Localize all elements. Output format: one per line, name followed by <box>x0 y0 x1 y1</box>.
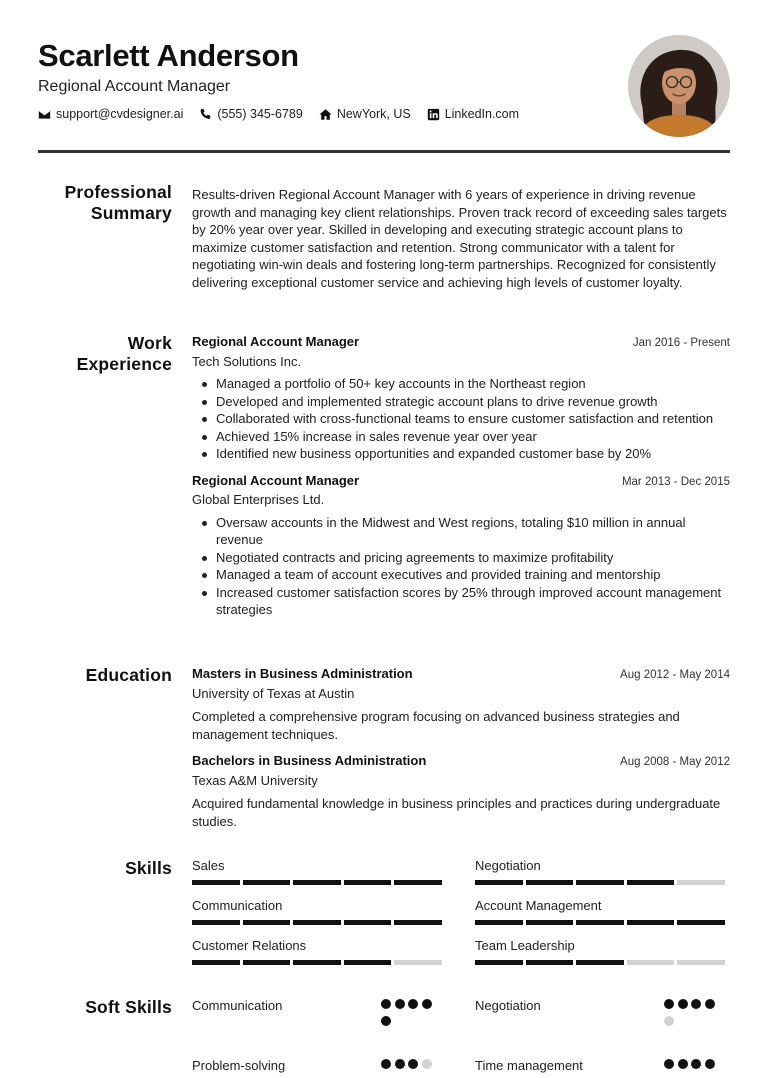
contact-email-text: support@cvdesigner.ai <box>56 107 184 121</box>
summary-heading-line1: Professional <box>64 182 172 202</box>
degree-date: Aug 2012 - May 2014 <box>620 669 730 681</box>
skill-segment-filled <box>526 920 574 925</box>
contact-linkedin-text: LinkedIn.com <box>444 107 520 121</box>
skill-name: Team Leadership <box>475 938 575 953</box>
skill-segment-filled <box>344 880 392 885</box>
level-dot-filled <box>691 999 701 1009</box>
skill-segment-empty <box>627 960 675 965</box>
skill-segment-filled <box>293 920 341 925</box>
degree-description: Completed a comprehensive program focusing on advanced business strategies and management techniques. <box>192 709 680 742</box>
summary-text: Results-driven Regional Account Manager with 6 years of experience in driving revenue growth and managing key client relationships. Proven track record of exceeding sales targets by 20% year over year. Skilled in developing and executing strategic account plans to maximize customer satisfaction and retention. Strong communicator with a talent for negotiating win-win deals and fostering long-term partnerships. Recognized for consistently delivering exceptional customer service and achieving high levels of customer loyalty. <box>192 187 727 290</box>
job-bullets <box>202 375 730 463</box>
education-heading: Education <box>85 665 172 685</box>
skill-segment-filled <box>293 960 341 965</box>
summary-heading <box>38 182 172 224</box>
school-name: Texas A&M University <box>192 772 318 788</box>
degree-date: Aug 2008 - May 2012 <box>620 756 730 768</box>
job-date: Jan 2016 - Present <box>632 337 730 349</box>
skill-segment-empty <box>394 960 442 965</box>
job-bullet: Negotiated contracts and pricing agreements to maximize profitability <box>202 549 730 567</box>
experience-heading-line2: Experience <box>76 354 172 374</box>
level-dot-filled <box>395 1059 405 1069</box>
level-dot-empty <box>664 1016 674 1026</box>
phone-icon <box>199 108 212 121</box>
linkedin-icon <box>427 108 440 121</box>
education-list <box>192 665 730 830</box>
skill-segment-filled <box>526 880 574 885</box>
skill-level-bar <box>475 880 728 885</box>
skill-name: Customer Relations <box>192 938 307 953</box>
job-bullet: Developed and implemented strategic account plans to drive revenue growth <box>202 393 730 411</box>
education-entry <box>192 665 730 743</box>
home-icon <box>319 108 332 121</box>
skills-grid <box>192 858 730 968</box>
level-dot-filled <box>691 1059 701 1069</box>
candidate-title: Regional Account Manager <box>38 78 231 95</box>
job-company: Global Enterprises Ltd. <box>192 492 325 507</box>
skill-item <box>192 858 445 885</box>
level-dot-filled <box>381 999 391 1009</box>
level-dot-filled <box>395 999 405 1009</box>
job-bullets <box>202 514 730 619</box>
skill-item <box>192 938 445 965</box>
education-entry <box>192 752 730 830</box>
skill-segment-filled <box>344 920 392 925</box>
skill-item <box>475 858 728 885</box>
skill-segment-filled <box>192 920 240 925</box>
skill-item <box>192 898 445 925</box>
school-name: University of Texas at Austin <box>192 685 355 701</box>
skill-name: Negotiation <box>475 858 541 873</box>
job-bullet: Achieved 15% increase in sales revenue year over year <box>202 428 730 446</box>
skill-name: Sales <box>192 858 225 873</box>
soft-skill-name: Problem-solving <box>192 1058 286 1073</box>
skill-segment-filled <box>243 960 291 965</box>
soft-skill-level-dots <box>664 999 720 1033</box>
envelope-icon <box>38 108 51 121</box>
degree-title: Bachelors in Business Administration <box>192 753 427 768</box>
summary-heading-line2: Summary <box>90 203 172 223</box>
level-dot-filled <box>408 1059 418 1069</box>
level-dot-filled <box>705 999 715 1009</box>
skill-level-bar <box>475 960 728 965</box>
skill-segment-filled <box>394 920 442 925</box>
job-bullet: Identified new business opportunities and expanded customer base by 20% <box>202 445 730 463</box>
skill-item <box>475 938 728 965</box>
contact-location-text: NewYork, US <box>336 107 411 121</box>
skill-segment-filled <box>475 920 523 925</box>
job-entry <box>192 333 730 463</box>
skill-segment-filled <box>526 960 574 965</box>
skill-segment-filled <box>293 880 341 885</box>
soft-skill-level-dots <box>381 999 437 1033</box>
soft-skill-item <box>475 997 541 1015</box>
level-dot-filled <box>705 1059 715 1069</box>
job-entry <box>192 472 730 619</box>
skill-name: Account Management <box>475 898 602 913</box>
candidate-name: Scarlett Anderson <box>38 38 299 73</box>
job-bullet: Collaborated with cross-functional teams to ensure customer satisfaction and retention <box>202 410 730 428</box>
skills-heading: Skills <box>125 858 172 878</box>
level-dot-filled <box>678 999 688 1009</box>
skill-segment-filled <box>243 920 291 925</box>
skill-level-bar <box>192 920 445 925</box>
skill-segment-filled <box>243 880 291 885</box>
contact-linkedin[interactable] <box>427 107 519 121</box>
contact-location <box>319 107 411 121</box>
skill-segment-filled <box>344 960 392 965</box>
degree-description: Acquired fundamental knowledge in business principles and practices during undergraduate studies. <box>192 796 721 829</box>
level-dot-filled <box>664 999 674 1009</box>
level-dot-filled <box>664 1059 674 1069</box>
job-bullet: Managed a portfolio of 50+ key accounts in the Northeast region <box>202 375 730 393</box>
skill-segment-empty <box>677 960 725 965</box>
soft-skill-level-dots <box>381 1059 437 1076</box>
level-dot-filled <box>422 999 432 1009</box>
skill-segment-empty <box>677 880 725 885</box>
degree-title: Masters in Business Administration <box>192 666 413 681</box>
soft-skills-grid <box>192 997 730 1077</box>
contact-phone[interactable] <box>199 107 302 121</box>
skill-segment-filled <box>576 920 624 925</box>
header-divider <box>38 150 730 153</box>
experience-heading <box>38 333 172 375</box>
skill-level-bar <box>192 880 445 885</box>
job-title: Regional Account Manager <box>192 472 360 488</box>
soft-skill-name: Time management <box>475 1058 583 1073</box>
soft-skill-item <box>475 1057 583 1075</box>
job-bullet: Increased customer satisfaction scores by 25% through improved account management strategies <box>202 584 730 619</box>
skill-segment-filled <box>192 880 240 885</box>
skill-segment-filled <box>677 920 725 925</box>
job-title: Regional Account Manager <box>192 334 360 349</box>
soft-skill-name: Negotiation <box>475 998 541 1013</box>
skill-level-bar <box>475 920 728 925</box>
job-company: Tech Solutions Inc. <box>192 353 302 369</box>
skill-name: Communication <box>192 898 283 913</box>
soft-skill-level-dots <box>664 1059 720 1076</box>
level-dot-filled <box>381 1059 391 1069</box>
soft-skills-heading: Soft Skills <box>85 997 172 1017</box>
experience-list <box>192 333 730 619</box>
contact-phone-text: (555) 345-6789 <box>217 107 303 121</box>
contact-row <box>38 107 730 121</box>
profile-photo <box>628 35 730 137</box>
soft-skill-item <box>192 1057 285 1075</box>
job-date: Mar 2013 - Dec 2015 <box>621 475 730 488</box>
contact-email[interactable] <box>38 107 183 121</box>
level-dot-filled <box>381 1016 391 1026</box>
experience-heading-line1: Work <box>127 333 172 353</box>
skill-segment-filled <box>627 880 675 885</box>
skill-segment-filled <box>475 960 523 965</box>
job-bullet: Managed a team of account executives and provided training and mentorship <box>202 566 730 584</box>
skill-segment-filled <box>192 960 240 965</box>
soft-skill-item <box>192 997 282 1015</box>
skill-level-bar <box>192 960 445 965</box>
skill-item <box>475 898 728 925</box>
level-dot-filled <box>678 1059 688 1069</box>
job-bullet: Oversaw accounts in the Midwest and West regions, totaling $10 million in annual revenue <box>202 514 730 549</box>
skill-segment-filled <box>576 960 624 965</box>
skill-segment-filled <box>627 920 675 925</box>
level-dot-empty <box>422 1059 432 1069</box>
soft-skill-name: Communication <box>192 998 283 1013</box>
skill-segment-filled <box>475 880 523 885</box>
resume-header <box>38 38 730 152</box>
skill-segment-filled <box>394 880 442 885</box>
level-dot-filled <box>408 999 418 1009</box>
skill-segment-filled <box>576 880 624 885</box>
